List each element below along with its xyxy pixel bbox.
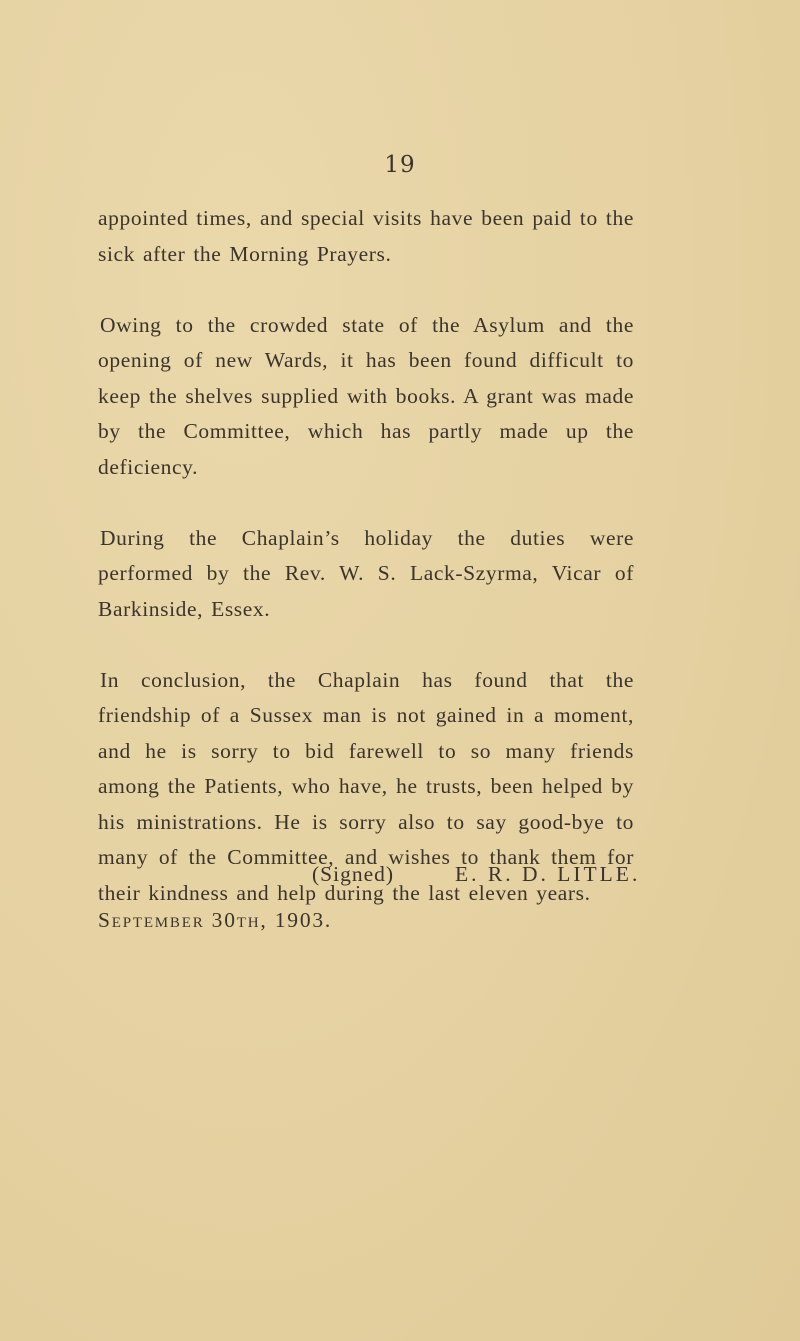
date-line: September 30th, 1903. bbox=[98, 908, 333, 932]
paragraph-library: Owing to the crowded state of the Asylum and the opening of new Wards, it has been found difficult to keep the shelves supplied with books. A grant was made by the Committee, which has partly made up the deficiency. bbox=[98, 312, 634, 479]
paragraph-continued: appointed times, and special visits have been paid to the sick after the Morning Prayers. bbox=[98, 206, 634, 266]
body-text bbox=[98, 201, 634, 947]
page-number: 19 bbox=[384, 152, 416, 178]
paragraph-holiday: During the Chaplain’s holiday the duties were performed by the Rev. W. S. Lack-Szyrma, Vicar of Barkinside, Essex. bbox=[98, 525, 634, 621]
paragraph-conclusion: In conclusion, the Chaplain has found that the friendship of a Sussex man is not gained in a moment, and he is sorry to bid farewell to so many friends among the Patients, who have, he trusts, been helped by his ministrations. He is sorry also to say good-bye to many of the Committee, and wishes to thank them for their kindness and help during the last eleven years. bbox=[98, 667, 634, 905]
signed-label: (Signed) bbox=[312, 862, 395, 886]
signatory-name: E. R. D. LITLE. bbox=[455, 862, 641, 886]
